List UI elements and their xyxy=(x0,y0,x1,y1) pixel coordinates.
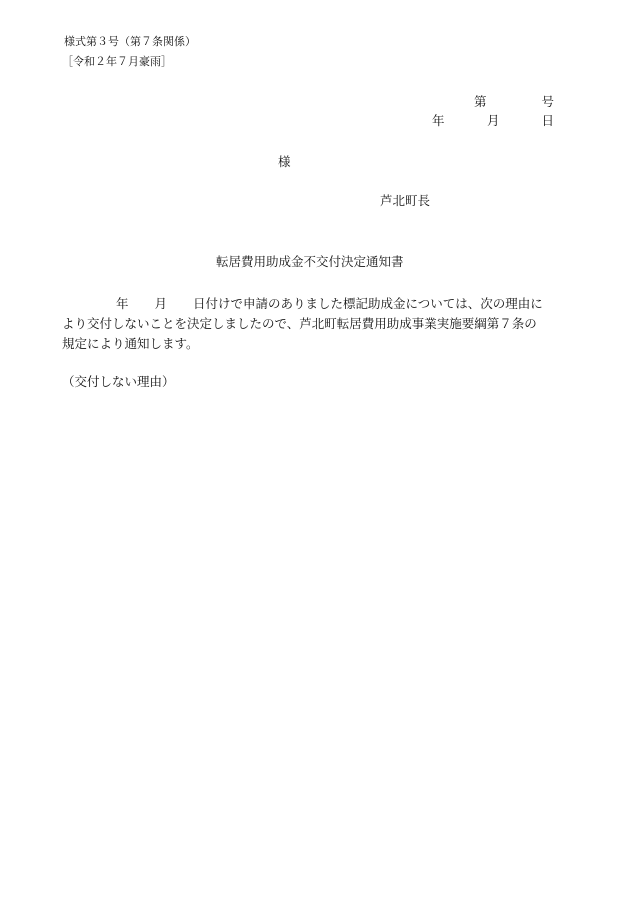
doc-number-go: 号 xyxy=(541,94,554,109)
body-line-1-text: 日付けで申請のありました標記助成金については、次の理由に xyxy=(193,296,543,311)
date-year-label: 年 xyxy=(432,113,445,128)
addressee-honorific: 様 xyxy=(278,154,291,169)
document-number-row xyxy=(474,96,558,109)
date-day-label: 日 xyxy=(541,113,554,128)
form-number: 様式第３号（第７条関係） xyxy=(64,35,196,48)
body-month-label: 月 xyxy=(154,296,168,311)
issuer-name: 芦北町長 xyxy=(380,193,431,208)
disaster-tag: ［令和２年７月豪雨］ xyxy=(62,55,172,68)
body-year-label: 年 xyxy=(116,296,129,311)
date-month-label: 月 xyxy=(487,113,500,128)
body-line-1 xyxy=(62,294,578,314)
notice-body xyxy=(62,294,578,354)
body-line-3: 規定により通知します。 xyxy=(62,336,199,351)
issue-date-row xyxy=(432,115,556,128)
doc-number-dai: 第 xyxy=(474,94,487,109)
reason-heading: （交付しない理由） xyxy=(62,374,175,389)
body-line-2: より交付しないことを決定しましたので、芦北町転居費用助成事業実施要綱第７条の xyxy=(62,316,537,331)
document-title: 転居費用助成金不交付決定通知書 xyxy=(216,254,404,269)
